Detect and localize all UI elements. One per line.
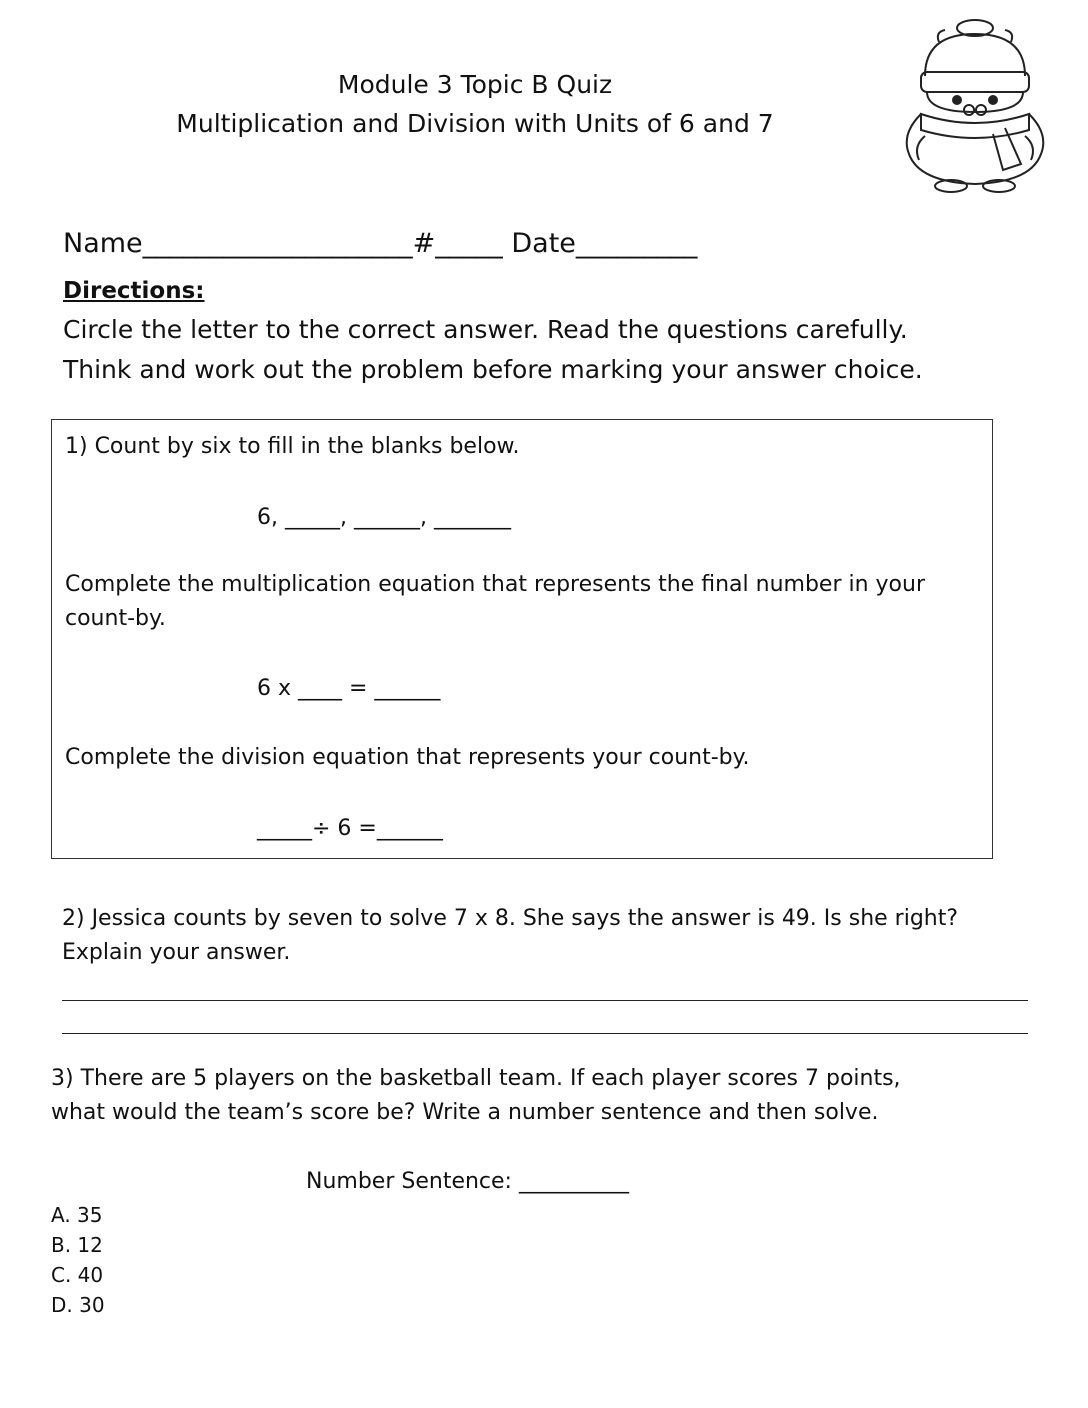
question-3-line-2: what would the team’s score be? Write a number sentence and then solve.: [51, 1100, 879, 1125]
division-equation: _____÷ 6 =______: [257, 816, 443, 841]
name-number-date-line: Name____________________#_____ Date_________: [63, 228, 698, 259]
answer-line-2: [62, 1033, 1028, 1034]
answer-line-1: [62, 1000, 1028, 1001]
question-1-prompt: 1) Count by six to fill in the blanks below.: [65, 434, 520, 459]
directions-line-2: Think and work out the problem before marking your answer choice.: [63, 355, 923, 384]
quiz-title: Module 3 Topic B Quiz: [337, 70, 613, 99]
question-2-line-1: 2) Jessica counts by seven to solve 7 x 8. She says the answer is 49. Is she right?: [62, 906, 959, 931]
answer-choice-b[interactable]: B. 12: [51, 1233, 103, 1257]
count-by-blanks: 6, _____, ______, _______: [257, 505, 511, 530]
answer-choice-c[interactable]: C. 40: [51, 1263, 104, 1287]
question-1-box: [51, 419, 993, 859]
number-sentence-blank: Number Sentence: __________: [306, 1169, 629, 1194]
multiplication-prompt-line-2: count-by.: [65, 606, 166, 631]
directions-line-1: Circle the letter to the correct answer. Read the questions carefully.: [63, 315, 908, 344]
question-3-line-1: 3) There are 5 players on the basketball team. If each player scores 7 points,: [51, 1066, 901, 1091]
quiz-subtitle: Multiplication and Division with Units of 6 and 7: [176, 109, 774, 138]
division-prompt: Complete the division equation that represents your count-by.: [65, 745, 750, 770]
directions-heading: Directions:: [63, 278, 205, 304]
multiplication-prompt-line-1: Complete the multiplication equation that represents the final number in your: [65, 572, 926, 597]
penguin-with-hat-and-scarf-icon: [895, 14, 1055, 196]
answer-choice-a[interactable]: A. 35: [51, 1203, 103, 1227]
multiplication-equation: 6 x ____ = ______: [257, 676, 441, 701]
answer-choice-d[interactable]: D. 30: [51, 1293, 105, 1317]
question-2-line-2: Explain your answer.: [62, 940, 291, 965]
